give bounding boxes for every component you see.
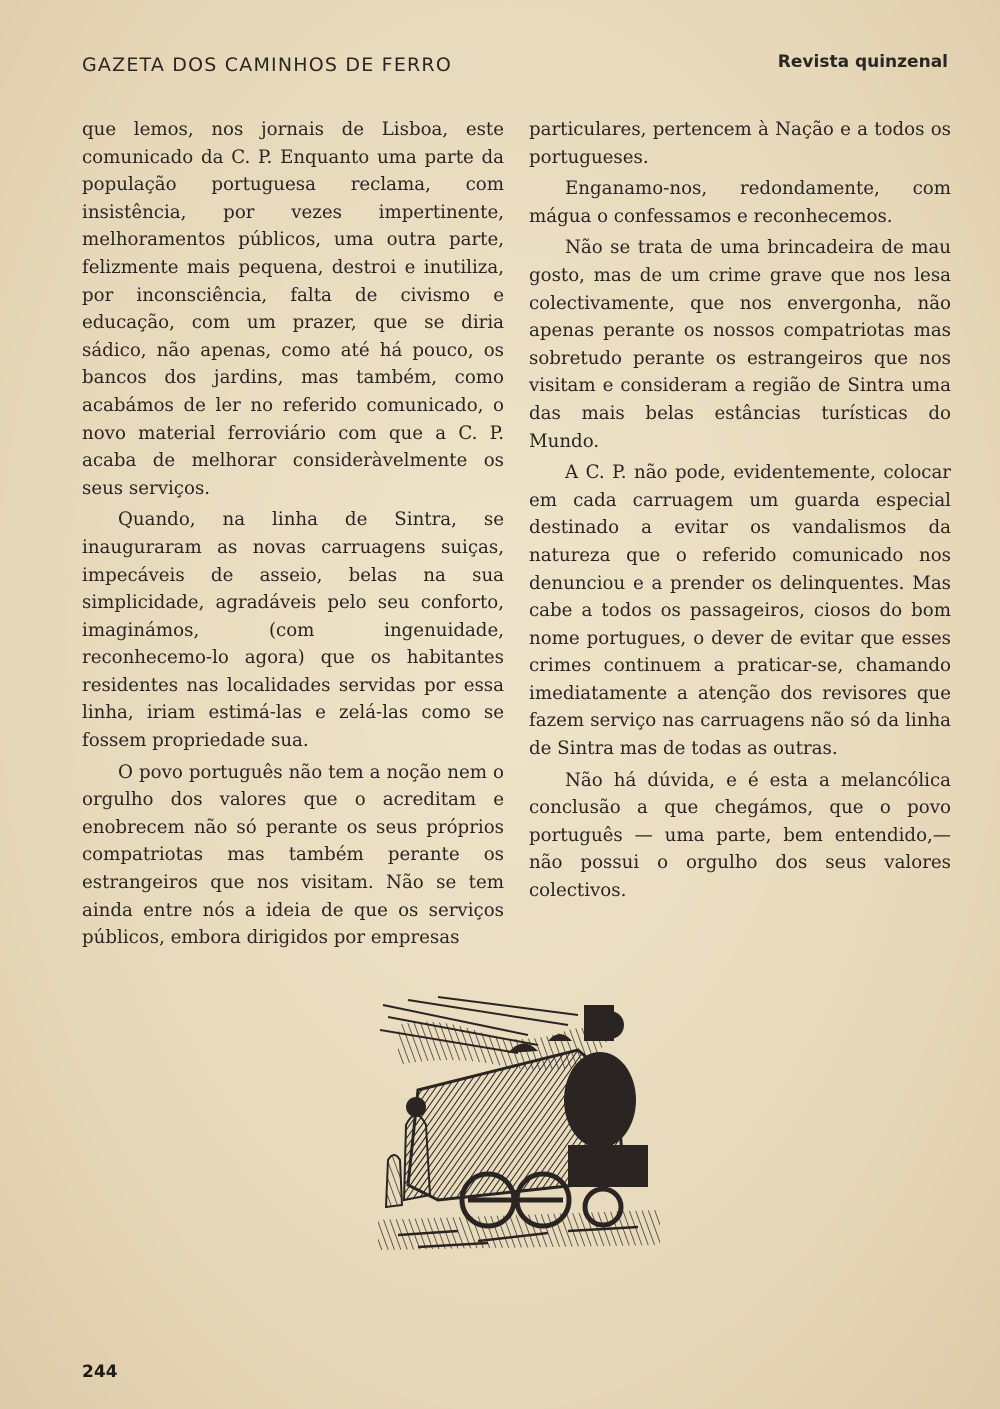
- paragraph: Não há dúvida, e é esta a melancólica conclusão a que chegámos, que o povo português — uma parte, bem entendido,— não possui o orgulho dos seus valores colectivos.: [529, 769, 951, 902]
- page-number: 244: [82, 1362, 118, 1382]
- publication-title: GAZETA DOS CAMINHOS DE FERRO: [82, 54, 452, 76]
- paragraph: que lemos, nos jornais de Lisboa, este comunicado da C. P. Enquanto uma parte da população portuguesa reclama, com insistência, por vezes impertinente, melhoramentos públicos, uma outra parte, felizmente mais pequena, destroi e inutiliza, por inconsciência, falta de civismo e educação, com um prazer, que se diria sádico, não apenas, como até há pouco, os bancos dos jardins, mas também, como acabámos de ler no referido comunicado, o novo material ferroviário com que a C. P. acaba de melhorar consideràvelmente os seus serviços.: [82, 119, 504, 499]
- paragraph: O povo português não tem a noção nem o orgulho dos valores que o acreditam e enobrecem não só perante os seus próprios compatriotas mas também perante os estrangeiros que nos visitam. Não se tem ainda entre nós a ideia de que os serviços públicos, embora dirigidos por empresas: [82, 761, 504, 949]
- steam-locomotive-woodcut-icon: [378, 995, 660, 1257]
- text-column-right: [529, 116, 951, 909]
- paragraph: particulares, pertencem à Nação e a todos os portugueses.: [529, 119, 951, 168]
- paragraph: Enganamo-nos, redondamente, com mágua o confessamos e reconhecemos.: [529, 178, 951, 227]
- text-column-left: [82, 116, 504, 956]
- publication-subtitle: Revista quinzenal: [777, 52, 948, 72]
- paragraph: Quando, na linha de Sintra, se inauguraram as novas carruagens suiças, impecáveis de asseio, belas na sua simplicidade, agradáveis pelo seu conforto, imaginámos, (com ingenuidade, reconhecemo-lo agora) que os habitantes residentes nas localidades servidas por essa linha, iriam estimá-las e zelá-las como se fossem propriedade sua.: [82, 509, 504, 752]
- paragraph: A C. P. não pode, evidentemente, colocar em cada carruagem um guarda especial destinado a evitar os vandalismos da natureza que o referido comunicado nos denunciou e a prender os delinquentes. Mas cabe a todos os passageiros, ciosos do bom nome portugues, o dever de evitar que esses crimes continuem a praticar-se, chamando imediatamente a atenção dos revisores que fazem serviço nas carruagens não só da linha de Sintra mas de todas as outras.: [529, 462, 951, 760]
- paragraph: Não se trata de uma brincadeira de mau gosto, mas de um crime grave que nos lesa colectivamente, que nos envergonha, não apenas perante os nossos compatriotas mas sobretudo perante os estrangeiros que nos visitam e consideram a região de Sintra uma das mais belas estâncias turísticas do Mundo.: [529, 237, 951, 452]
